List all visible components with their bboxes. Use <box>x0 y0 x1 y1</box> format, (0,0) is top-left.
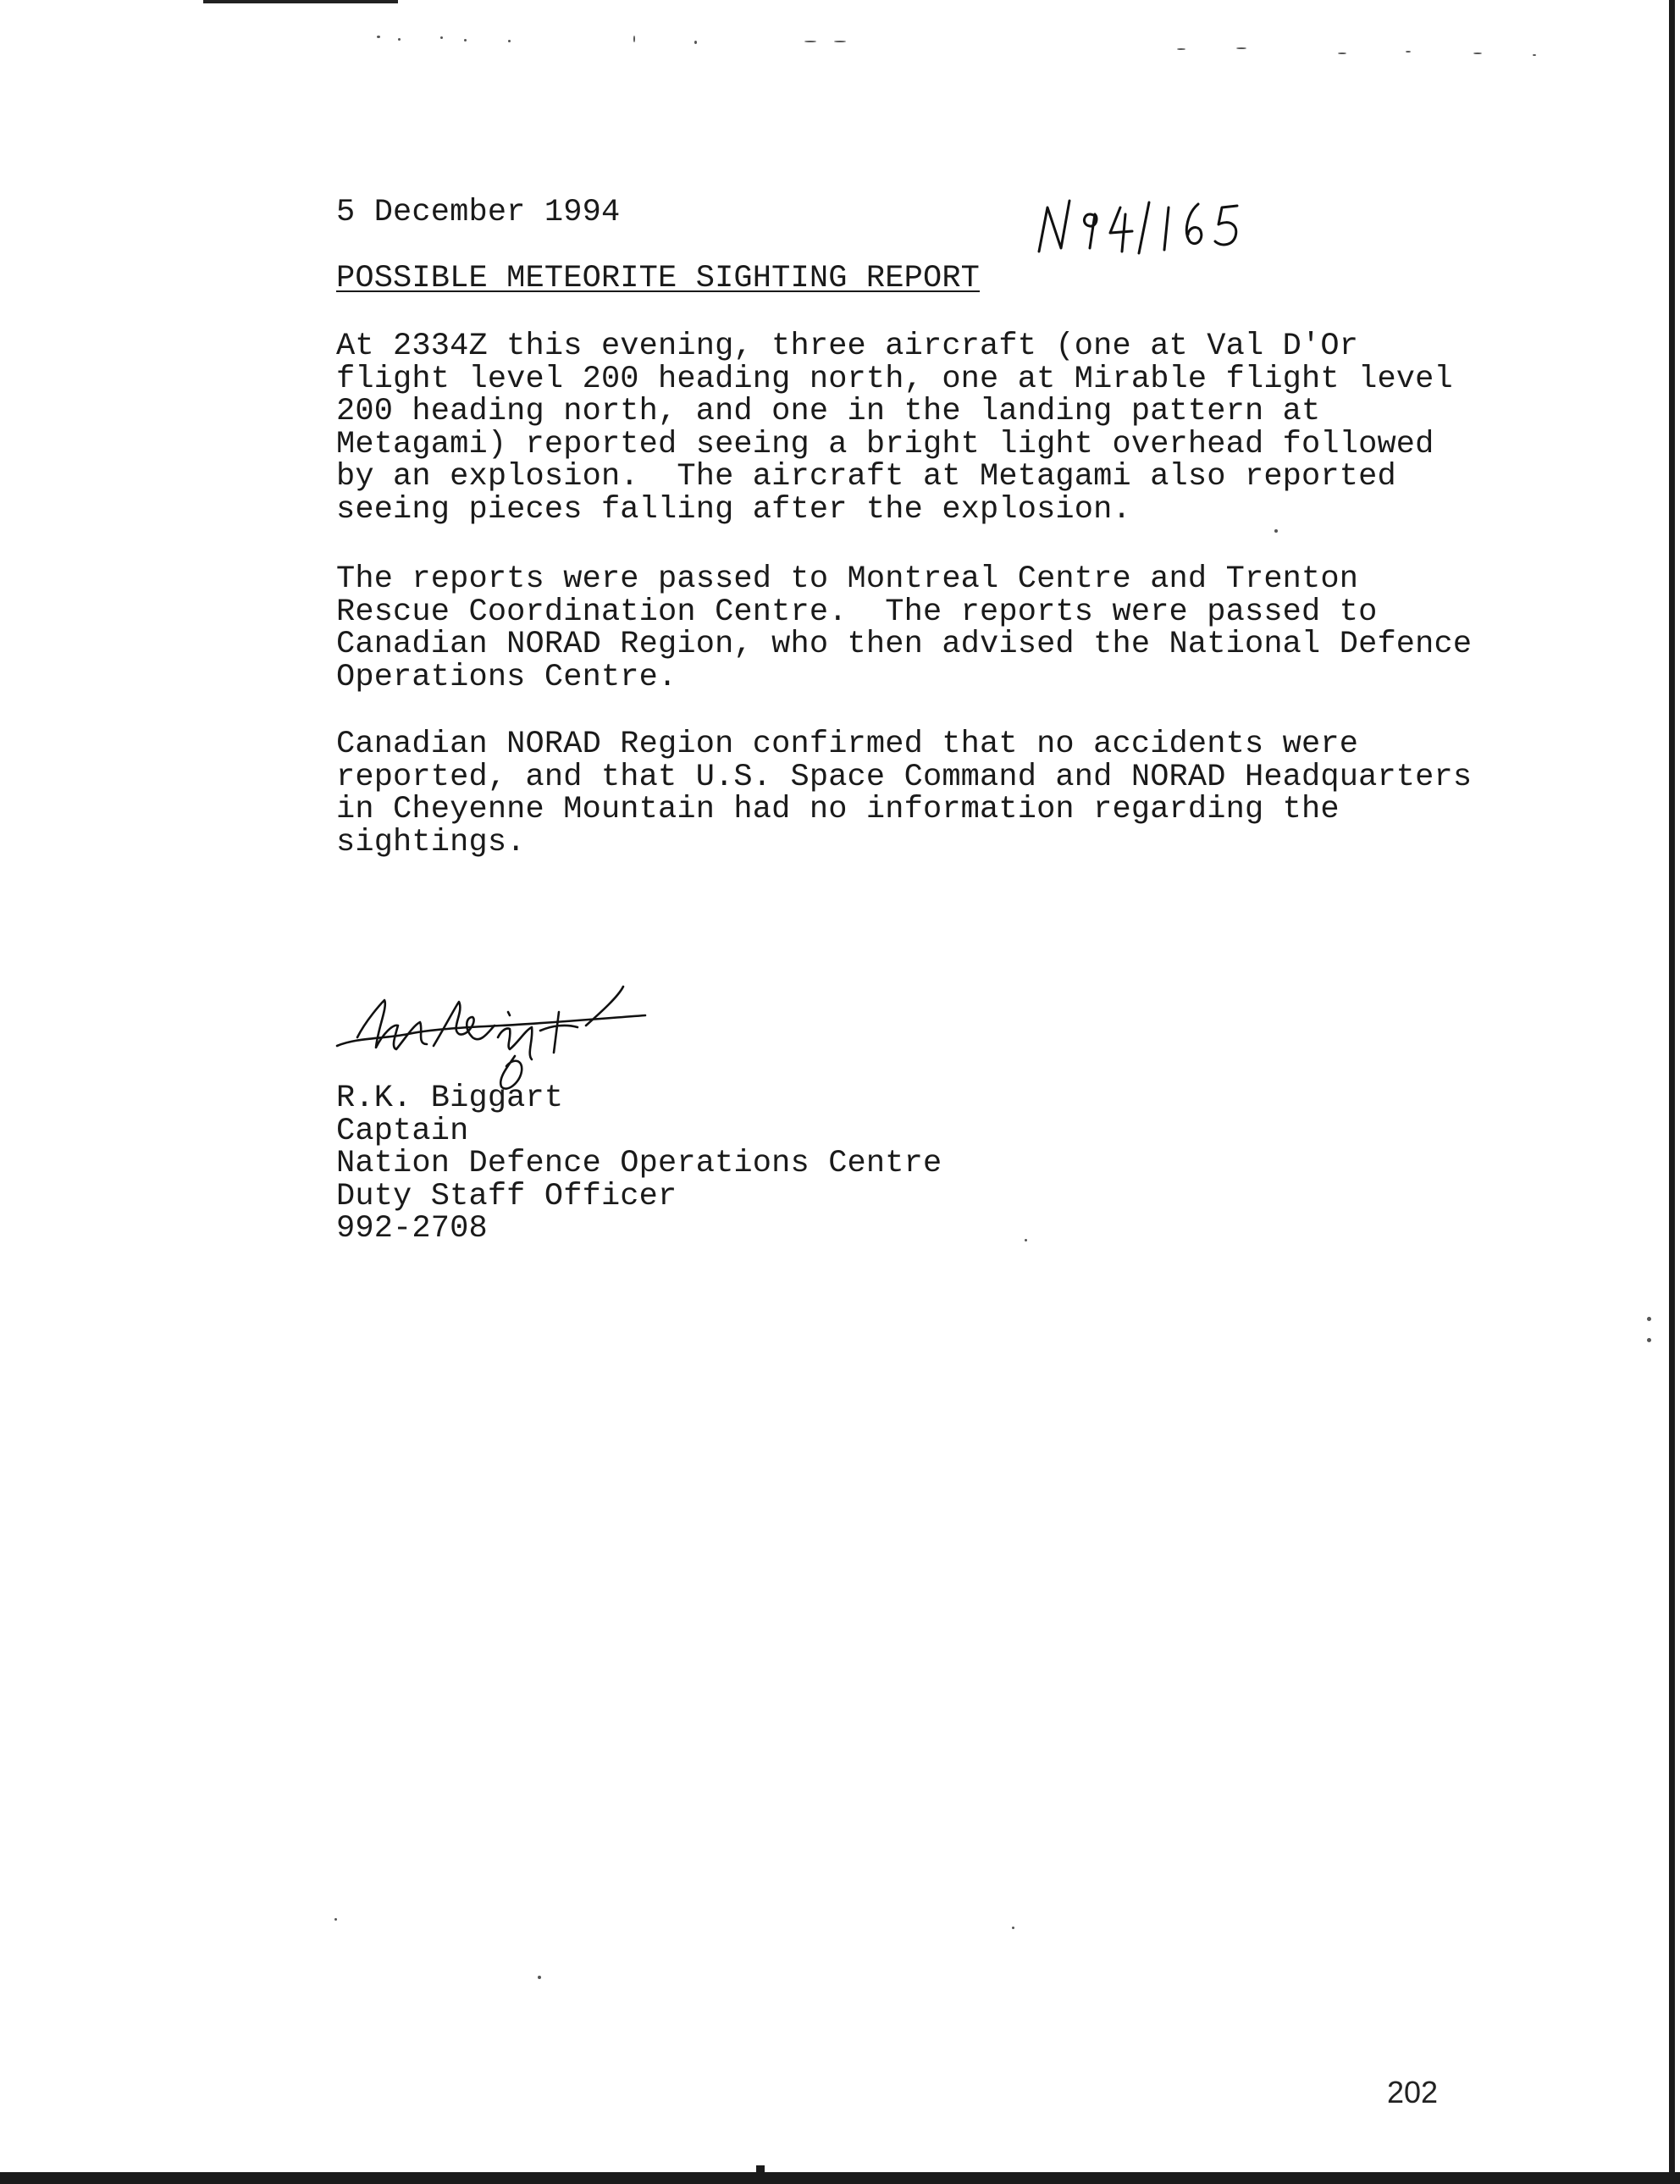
memo-date: 5 December 1994 <box>336 195 621 230</box>
signatory-name: R.K. Biggart <box>336 1081 564 1116</box>
scan-speck <box>694 41 697 44</box>
scan-speck <box>1274 529 1278 533</box>
scan-edge-right <box>1669 0 1675 2184</box>
page-number: 202 <box>1387 2075 1439 2109</box>
scan-speck <box>464 39 467 41</box>
scan-edge-bottom <box>0 2172 1680 2184</box>
memo-paragraph-3: Canadian NORAD Region confirmed that no accidents were reported, and that U.S. Space Command and NORAD Headquarters in Cheyenne Mountain had no information regarding the sightings. <box>336 727 1473 860</box>
scan-speck <box>633 36 635 42</box>
handwritten-reference-number <box>1029 182 1249 267</box>
scan-speck <box>834 41 846 42</box>
scan-speck <box>1012 1927 1014 1929</box>
scan-speck <box>1647 1317 1651 1321</box>
scan-speck <box>804 41 816 42</box>
scan-speck <box>508 40 511 42</box>
memo-subject: POSSIBLE METEORITE SIGHTING REPORT <box>336 261 981 296</box>
scan-speck <box>398 38 401 41</box>
scan-speck <box>1338 53 1346 54</box>
scan-speck <box>1236 47 1246 49</box>
scan-speck <box>334 1918 337 1921</box>
signatory-phone: 992-2708 <box>336 1211 488 1247</box>
scan-speck <box>538 1976 541 1979</box>
scan-edge-top <box>203 0 398 3</box>
signature-block <box>336 1082 942 1246</box>
scan-speck <box>1406 51 1411 53</box>
scan-speck <box>440 36 443 39</box>
scan-speck <box>1025 1239 1027 1241</box>
scan-speck <box>1473 53 1482 54</box>
scan-speck <box>1647 1338 1651 1342</box>
signature <box>332 978 662 1097</box>
memo-paragraph-2: The reports were passed to Montreal Centre and Trenton Rescue Coordination Centre. The reports were passed to Canadian NORAD Region, who then advised the National Defence Operations Centre. <box>336 561 1473 695</box>
signatory-rank: Captain <box>336 1113 469 1149</box>
signatory-organization: Nation Defence Operations Centre <box>336 1146 942 1181</box>
signatory-position: Duty Staff Officer <box>336 1178 677 1214</box>
scan-speck <box>1533 54 1536 56</box>
scan-edge-mark <box>756 2165 765 2184</box>
memo-paragraph-1: At 2334Z this evening, three aircraft (one at Val D'Or flight level 200 heading north, one at Mirable flight level 200 heading north, and one in the landing pattern at Metagami) reported seeing a bright light overhead followed by an explosion. The aircraft at Metagami also reported seeing pieces falling after the explosion. <box>336 329 1453 528</box>
scan-speck <box>1177 48 1185 50</box>
scan-speck <box>377 36 380 38</box>
